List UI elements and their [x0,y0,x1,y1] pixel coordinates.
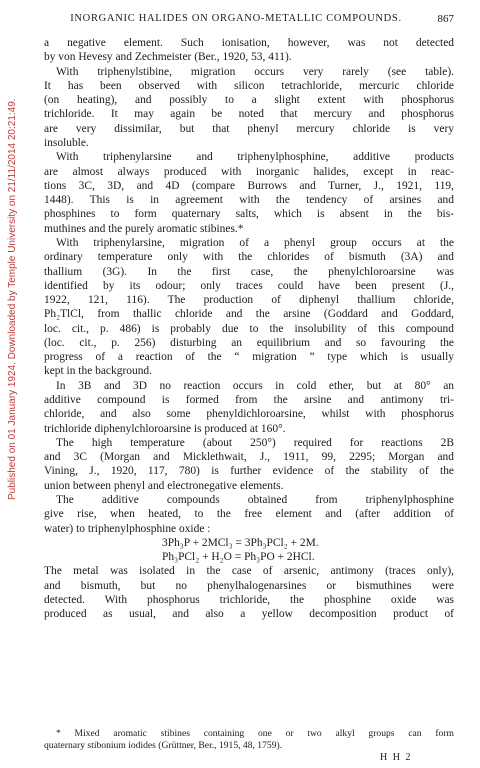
text-line: With triphenylarsine, migration of a phenyl group occurs at the [56,236,454,249]
text-line: The additive compounds obtained from triphenylphosphine [56,494,454,506]
running-header [44,13,454,27]
text-line: Vining, J., 1920, 117, 780) is further evidence of the stability of the [44,465,454,478]
text-line: The metal was isolated in the case of arsenic, antimony (traces only), [44,565,454,578]
text-line: progress of a reaction of the “ migration ” type which is usually [44,351,454,364]
text-line: phosphines to form quaternary salts, which is absent in the bis- [44,208,454,221]
text-line: give rise, when heated, to the free element and (after addition of [44,508,454,521]
signature-mark: H H 2 [380,752,412,763]
download-watermark [0,0,24,768]
text-line: a negative element. Such ionisation, however, was not detected [44,37,454,49]
text-line: kept in the background. [44,365,152,378]
text-line: With triphenylstibine, migration occurs very rarely (see table). [56,65,454,78]
text-line: and bismuth, but no phenylhalogenarsines or bismuthines were [44,579,454,592]
text-line: additive compound is formed from the arsine and antimony tri- [44,394,454,407]
text-line: by von Hevesy and Zechmeister (Ber., 1920, 53, 411). [44,51,292,64]
text-line: With triphenylarsine and triphenylphosphine, additive products [56,151,454,164]
text-line: (on heating), and possibly to a slight extent with phosphorus [44,94,454,107]
text-line: muthines and the purely aromatic stibines.* [44,222,244,235]
text-line: produced as usual, and also a yellow decomposition product of [44,608,454,621]
text-line: trichloride diphenylchloroarsine is produced at 160°. [44,422,286,435]
text-line: identified by its odour; only traces could have been present (J., [44,279,454,292]
header-title: INORGANIC HALIDES ON ORGANO-METALLIC COMPOUNDS. [70,13,402,24]
text-line: are very dissimilar, but that phenyl mercury chloride is very [44,122,454,135]
text-line: 1448). This is in agreement with the tendency of arsines and [44,194,454,207]
footnote-line: quaternary stibonium iodides (Grüttner, Ber., 1915, 48, 1759). [44,740,283,751]
text-line: In 3B and 3D no reaction occurs in cold ether, but at 80° an [56,379,454,392]
equation: Ph₃PCl₂ + H₂O = Ph₃PO + 2HCl. [162,551,315,564]
text-line: thallium (3G). In the first case, the phenylchloroarsine was [44,265,454,278]
text-line: The high temperature (about 250°) required for reactions 2B [56,436,454,449]
text-line: and 3C (Morgan and Micklethwait, J., 1911, 99, 2295; Morgan and [44,451,454,464]
text-line: (loc. cit., p. 256) disturbing an equilibrium and so favouring the [44,336,454,349]
text-line: are almost always produced with inorganic halides, except in reac- [44,165,454,178]
body-text [44,36,454,622]
text-line: trichloride. It may again be noted that mercury and phosphorus [44,108,454,121]
text-line: tions 3C, 3D, and 4D (compare Burrows and Turner, J., 1921, 119, [44,179,454,192]
text-line: detected. With phosphorus trichloride, the phosphine oxide was [44,593,454,606]
text-line: loc. cit., p. 486) is probably due to the insolubility of this compound [44,322,454,335]
text-line: ordinary temperature only with the chlorides of bismuth (3A) and [44,251,454,264]
text-line: Ph₂TlCl, from thallic chloride and the arsine (Goddard and Goddard, [44,308,454,321]
footnote-line: * Mixed aromatic stibines containing one or two alkyl groups can form [56,728,454,739]
text-line: insoluble. [44,136,89,149]
text-line: 1922, 121, 116). The production of diphenyl thallium chloride, [44,294,454,307]
text-line: It has been observed with silicon tetrachloride, mercuric chloride [44,79,454,92]
text-line: water) to triphenylphosphine oxide : [44,522,211,535]
page-number: 867 [437,13,454,25]
text-line: chloride, and also some phenyldichloroarsine, whilst with phosphorus [44,408,454,421]
text-line: union between phenyl and electronegative elements. [44,479,284,492]
footnote [44,728,454,752]
equation: 3Ph₃P + 2MCl₃ = 3Ph₃PCl₂ + 2M. [162,536,319,549]
download-watermark-text: Published on 01 January 1924. Downloaded by Temple University on 21/11/2014 20:21:49. [7,98,18,500]
